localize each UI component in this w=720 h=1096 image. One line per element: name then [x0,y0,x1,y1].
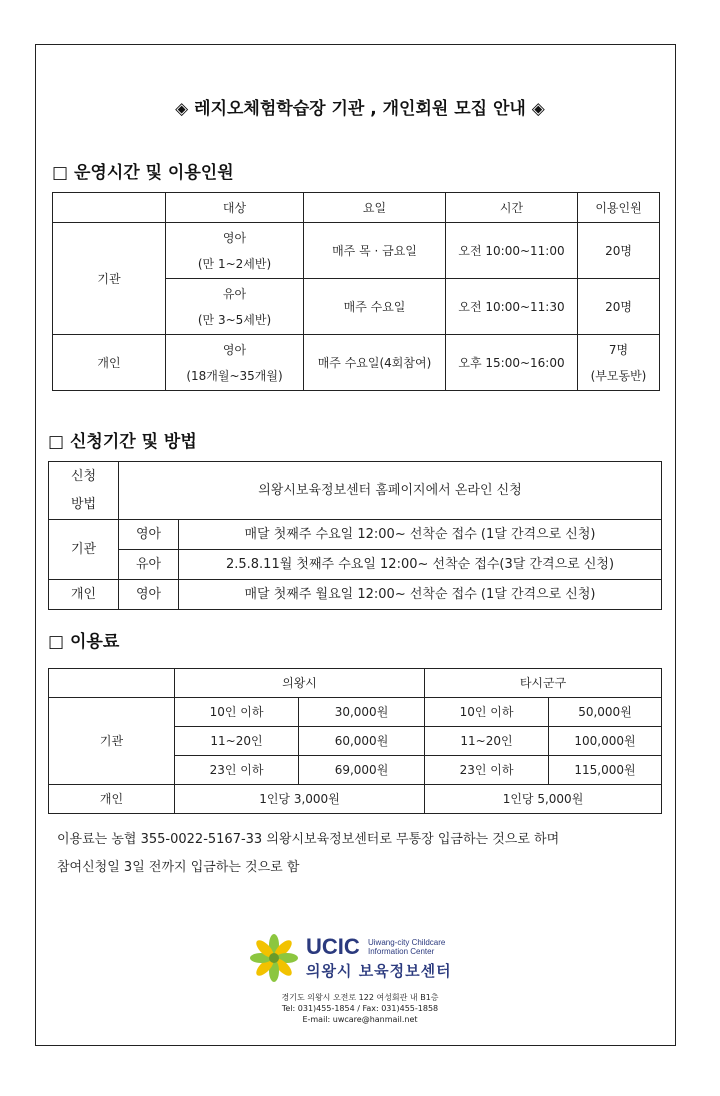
table-row [49,462,662,520]
logo-english [368,938,478,956]
schedule-text: 매달 첫째주 월요일 12:00~ 선착순 접수 (1달 간격으로 신청) [179,580,662,610]
table-cell [166,223,304,279]
table-cell [49,669,175,698]
count-text: 7명 [608,342,629,357]
method-label-line1: 신청 [70,468,97,484]
table-cell: 매주 수요일 [304,279,446,335]
table-cell: 매주 수요일(4회참여) [304,335,446,391]
hours-table [52,192,660,391]
page-title: ◈ 레지오체험학습장 기관 , 개인회원 모집 안내 ◈ [175,99,545,119]
target-sub-text: (18개월~35개월) [186,368,283,383]
row-label-individual: 개인 [49,785,175,814]
table-cell: 60,000원 [299,727,425,756]
sub-label: 영아 [119,520,179,550]
row-label-method [49,462,119,520]
table-cell: 오전 10:00~11:00 [446,223,578,279]
table-row [49,698,662,727]
table-row [53,335,660,391]
table-header: 시간 [446,193,578,223]
method-text: 의왕시보육정보센터 홈페이지에서 온라인 신청 [119,462,662,520]
logo-abbr: UCIC [306,934,360,959]
sub-label: 유아 [119,550,179,580]
table-cell: 23인 이하 [175,756,299,785]
table-cell [166,335,304,391]
fee-table [48,668,662,814]
table-cell: 11~20인 [425,727,549,756]
footer-phone: Tel: 031)455-1854 / Fax: 031)455-1858 [281,1004,439,1013]
table-row [49,550,662,580]
table-cell: 1인당 3,000원 [175,785,425,814]
table-cell: 10인 이하 [175,698,299,727]
table-cell: 20명 [578,223,660,279]
method-label-line2: 방법 [70,496,97,512]
row-label-institution: 기관 [49,520,119,580]
table-row [49,580,662,610]
section-heading-apply: □ 신청기간 및 방법 [48,432,197,452]
section-heading-hours: □ 운영시간 및 이용인원 [52,163,234,183]
table-cell: 오전 10:00~11:30 [446,279,578,335]
flower-logo-icon [250,934,302,982]
table-cell: 오후 15:00~16:00 [446,335,578,391]
table-cell: 100,000원 [549,727,662,756]
table-cell: 11~20인 [175,727,299,756]
table-row [53,193,660,223]
target-text: 유아 [222,286,247,301]
logo-english-line: Uiwang-city Childcare [368,938,446,947]
footer-address: 경기도 의왕시 오전로 122 여성회관 내 B1층 [281,993,439,1002]
schedule-text: 2.5.8.11월 첫째주 수요일 12:00~ 선착순 접수(3달 간격으로 신청) [179,550,662,580]
count-sub-text: (부모동반) [590,368,647,383]
logo-english-line: Information Center [368,947,435,956]
sub-label: 영아 [119,580,179,610]
target-text: 영아 [222,342,247,357]
table-row [49,520,662,550]
logo-korean: 의왕시 보육정보센터 [306,962,452,980]
table-header: 이용인원 [578,193,660,223]
table-cell: 10인 이하 [425,698,549,727]
table-row [49,785,662,814]
row-label-institution: 기관 [53,223,166,335]
ucic-logo [250,934,480,982]
payment-note [57,826,667,882]
table-cell: 30,000원 [299,698,425,727]
table-header: 요일 [304,193,446,223]
footer-contact [0,992,720,1025]
target-sub-text: (만 1~2세반) [197,256,272,271]
row-label-institution: 기관 [49,698,175,785]
footer-email: E-mail: uwcare@hanmail.net [302,1015,418,1024]
row-label-individual: 개인 [49,580,119,610]
row-label-individual: 개인 [53,335,166,391]
target-sub-text: (만 3~5세반) [197,312,272,327]
payment-note-line: 참여신청일 3일 전까지 입금하는 것으로 함 [57,860,300,875]
apply-table [48,461,662,610]
section-heading-fee: □ 이용료 [48,632,120,652]
table-cell: 23인 이하 [425,756,549,785]
payment-note-line: 이용료는 농협 355-0022-5167-33 의왕시보육정보센터로 무통장 입금하는 것으로 하며 [57,832,560,847]
col-header-local: 의왕시 [175,669,425,698]
table-cell: 매주 목 · 금요일 [304,223,446,279]
col-header-other: 타시군구 [425,669,662,698]
table-cell: 115,000원 [549,756,662,785]
target-text: 영아 [222,230,247,245]
table-cell [53,193,166,223]
table-row [53,223,660,279]
table-cell [166,279,304,335]
table-cell: 69,000원 [299,756,425,785]
table-header: 대상 [166,193,304,223]
table-row [49,669,662,698]
table-cell [578,335,660,391]
table-cell: 1인당 5,000원 [425,785,662,814]
schedule-text: 매달 첫째주 수요일 12:00~ 선착순 접수 (1달 간격으로 신청) [179,520,662,550]
table-cell: 50,000원 [549,698,662,727]
table-cell: 20명 [578,279,660,335]
